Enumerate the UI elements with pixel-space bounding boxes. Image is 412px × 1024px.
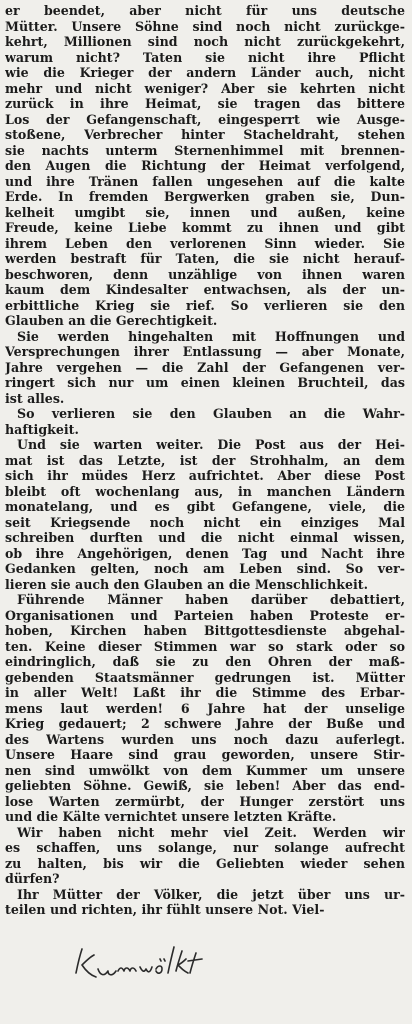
text-line: zurück in ihre Heimat, sie tragen das bittere [5,96,405,111]
article-paragraph [5,437,405,592]
article-column [5,3,405,918]
article-paragraph [5,329,405,407]
text-line: Führende Männer haben darüber debattiert, [17,592,405,607]
text-line: ob ihre Angehörigen, denen Tag und Nacht ihre [5,545,405,561]
text-line: und ihre Tränen fallen ungesehen auf die kalte [5,173,405,189]
text-line: eindringlich, daß sie zu den Ohren der maß- [5,654,405,669]
text-line: des Wartens wurden uns noch dazu auferlegt. [5,731,405,747]
article-paragraph [5,592,405,825]
text-line: Organisationen und Parteien haben Proteste er- [5,607,405,623]
text-line: stoßene, Verbrecher hinter Stacheldraht, stehen [5,127,405,142]
text-line: bleibt oft wochenlang aus, in manchen Ländern [5,483,405,499]
text-line: warum nicht? Taten sie nicht ihre Pflicht [5,49,405,65]
text-line: nen sind umwölkt von dem Kummer um unsere [5,762,405,778]
text-line: haftigkeit. [5,421,79,437]
text-line: hoben, Kirchen haben Bittgottesdienste abgehal- [5,623,405,638]
article-paragraph [5,825,405,887]
text-line: gebenden Staatsmänner gedrungen ist. Mütter [5,669,405,685]
text-line: Wir haben nicht mehr viel Zeit. Werden wir [17,824,405,840]
text-line: kehrt, Millionen sind noch nicht zurückgekehrt, [5,34,405,49]
text-line: Ihr Mütter der Völker, die jetzt über uns ur- [17,886,405,902]
text-line: den Augen die Richtung der Heimat verfolgend, [5,158,405,173]
text-line: lieren sie auch den Glauben an die Menschlichkeit. [5,576,368,592]
text-line: lose Warten zermürbt, der Hunger zerstört uns [5,793,405,809]
text-line: Sie werden hingehalten mit Hoffnungen und [17,328,405,344]
text-line: Mütter. Unsere Söhne sind noch nicht zurückge- [5,18,405,34]
text-line: Gedanken gelten, noch am Leben sind. So ver- [5,561,405,576]
text-line: erbittliche Krieg sie rief. So verlieren sie den [5,297,405,313]
text-line: Krieg gedauert; 2 schwere Jahre der Buße und [5,716,405,731]
text-line: werden bestraft für Taten, die sie nicht herauf- [5,251,405,266]
text-line: Unsere Haare sind grau geworden, unsere Stir- [5,747,405,762]
text-line: in aller Welt! Laßt ihr die Stimme des Erbar- [5,685,405,700]
text-line: So verlieren sie den Glauben an die Wahr- [17,406,405,421]
text-line: Glauben an die Gerechtigkeit. [5,313,218,328]
text-line: mat ist das Letzte, ist der Strohhalm, an dem [5,452,405,468]
text-line: teilen und richten, ihr fühlt unsere Not. Viel- [5,902,325,917]
text-line: dürfen? [5,871,60,886]
text-line: geliebten Söhne. Gewiß, sie leben! Aber das end- [5,778,405,793]
text-line: Freude, keine Liebe kommt zu ihnen und gibt [5,220,405,235]
text-line: wie die Krieger der andern Länder auch, nicht [5,65,405,80]
text-line: ist alles. [5,390,65,406]
text-line: Versprechungen ihrer Entlassung — aber Monate, [5,344,405,359]
article-paragraph [5,3,405,329]
text-line: kaum dem Kindesalter entwachsen, als der un- [5,282,405,297]
text-line: sich ihr müdes Herz aufrichtet. Aber diese Post [5,468,405,483]
article-paragraph [5,887,405,918]
text-line: schreiben durften und die nicht einmal wissen, [5,530,405,545]
text-line: Jahre vergehen — die Zahl der Gefangenen ver- [5,359,405,375]
text-line: kelheit umgibt sie, innen und außen, keine [5,204,405,220]
text-line: und die Kälte vernichtet unsere letzten Kräfte. [5,809,337,824]
text-line: mehr und nicht weniger? Aber sie kehrten nicht [5,80,405,96]
text-line: Erde. In fremden Bergwerken graben sie, Dun- [5,189,405,204]
text-line: seit Kriegsende noch nicht ein einziges Mal [5,514,405,530]
text-line: Los der Gefangenschaft, eingesperrt wie Ausge- [5,111,405,127]
text-line: ten. Keine dieser Stimmen war so stark oder so [5,638,405,654]
text-line: Und sie warten weiter. Die Post aus der Hei- [17,437,405,452]
text-line: zu halten, bis wir die Geliebten wieder sehen [5,855,405,871]
text-line: ihrem Leben den verlorenen Sinn wieder. Sie [5,235,405,251]
handwritten-signature [70,935,230,995]
article-paragraph [5,406,405,437]
text-line: monatelang, und es gibt Gefangene, viele, die [5,499,405,514]
text-line: ringert sich nur um einen kleinen Bruchteil, das [5,375,405,390]
text-line: mens laut werden! 6 Jahre hat der unselige [5,700,405,716]
text-line: sie nachts unterm Sternenhimmel mit brennen- [5,142,405,158]
text-line: beschworen, denn unzählige von ihnen waren [5,266,405,282]
text-line: es schaffen, uns solange, nur solange aufrecht [5,840,405,855]
text-line: er beendet, aber nicht für uns deutsche [5,3,405,18]
